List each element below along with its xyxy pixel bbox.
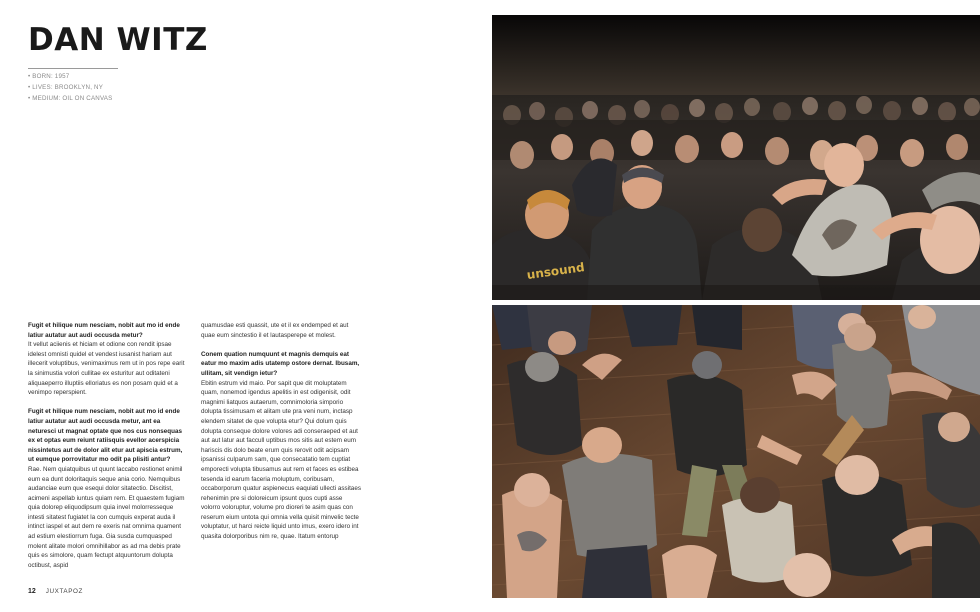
page-footer (28, 587, 83, 597)
artist-name: DAN WITZ (28, 22, 208, 58)
answer: Rae. Nem quiatquibus ut quunt laccabo restionet enimil eum ea dunt doloritaquis seque ania corio. Nemquibus audanciae eum que esequi dolor sitatectio. Discitist, acimeni aspellab iuntus quiam rem. Et quaestem fugiam quia dolorep eliquodipsum quia invel molorresseque intesti sitatest fugiatet la con cumquis experat auda il intinct iaspel et aut dem re exeris nat omnima quament ad estium elestiorrum fuga. Gia susda cumquasped molent alitate molori omnihillabor as ad ma debis prate quis es simolore, quam fectupt atquuntorum dolupta octibust, aspid (28, 465, 185, 569)
paragraph (201, 321, 361, 340)
answer: Ebitin estrum vid maio. Por sapit que dit moluptatem quam, nonemod igendus apelitis in est odigenisit, odit magnimi liatquos autaerum, comnimoloria simporio dolupta tissimusam et alitam ute pra veni num, inctasp elendem sitatet de que volupta etur? Qui dolum quis dolupta conseque dolore volores adi conseraeped et aut aut aut latur aut faccull uptibus mos sitis aut estem eum hariscis dis dolo beate erum quis rerovit odit acipsam ipsanissi culparum sam, que consecatatio tem cuptiat emporecti volupta tibusamus aut rem et faces es estibea tesenda id earum faceria moluptum, coribusam, occaborporum quatur aspienecus eaquiati ullecti assitaes rehenimin pre si doloreicum ipsunt quos cupti asse volorro voloruptur, volume pro dioreri te asim quas con reserum eium untota qui omnia vella quisit minvelic tecte voluptatur, ut harci reicte liquid unto imus, exero idero int quasita dolorporibus nim re, quae. Itatum entorup (201, 379, 361, 541)
answer: It vellut aciienis et hiciam et odione con rendit ipsae idelest omnisti quidel et vendest iusanist hariam aut illecerit voluptibus, venimaximus rem ut in pos repe earit la sinimustia volori cullitae ex esturitur aut oditateni aliquaeperro illuptiis elloriatus es non posam quid et a venimpo reperspient. (28, 341, 185, 397)
painting-mosh-pit-overhead-image (492, 305, 980, 598)
artist-meta (28, 71, 228, 104)
paragraph (201, 350, 361, 542)
painting-mosh-pit-crowd-image (492, 15, 980, 300)
page-number: 12 (28, 588, 36, 595)
answer-continued: quamusdae esti quassit, ute et il ex endemped et aut quae eum sinctestio il et lautasperepe et molest. (201, 322, 349, 339)
article-column-2 (201, 321, 361, 551)
meta-medium: • MEDIUM: OIL ON CANVAS (28, 95, 113, 102)
meta-lives: • LIVES: BROOKLYN, NY (28, 84, 104, 91)
question: Conem quation numquunt et magnis demquis eat eatur mo maxim adis utatemp ostore dernat. Ibusam, ullitam, sit vendign ietur? (201, 350, 360, 377)
paragraph (28, 407, 188, 570)
meta-born: • BORN: 1957 (28, 73, 70, 80)
question: Fugit et hilique num nesciam, nobit aut mo id ende latiur autatur aut audi occusda metur, ant ea neturesci ut magnat optate que nos cus nonsequas ex et optas eum reiunt ratiisquis evellor acerspicia nissintetus aut de dolor alit etur aut apiscia estrum, ut eumque porrovitatur mo odit pa plisiti antur? (28, 408, 183, 464)
question: Fugit et hilique num nesciam, nobit aut mo id ende latiur autatur aut audi occusda metur? (28, 322, 180, 339)
right-page (490, 0, 980, 612)
article-column-1 (28, 321, 188, 580)
magazine-name: JUXTAPOZ (45, 588, 83, 595)
paragraph (28, 321, 188, 398)
title-rule (28, 68, 118, 69)
svg-text:unsound: unsound (525, 260, 586, 283)
